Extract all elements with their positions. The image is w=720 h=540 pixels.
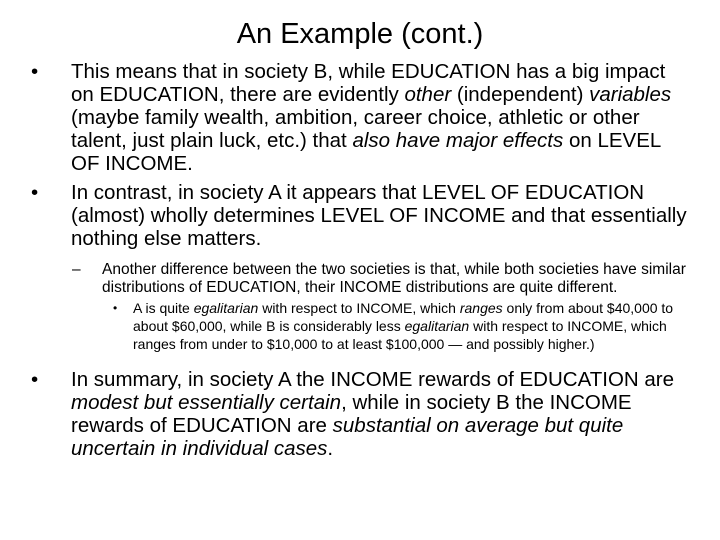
- emphasis-text: egalitarian: [193, 300, 259, 316]
- emphasis-text: ranges: [459, 300, 503, 316]
- sub-sub-bullet-item: [113, 300, 693, 353]
- bullet-item-2: [31, 181, 691, 250]
- sub-bullet-text: Another difference between the two societies is that, while both societies have similar distributions of EDUCATION, their INCOME distributions are quite different.: [102, 261, 686, 296]
- bullet-text: (independent): [451, 83, 590, 106]
- emphasis-text: variables: [589, 83, 672, 106]
- bullet-icon: •: [31, 181, 39, 204]
- bullet-icon: •: [113, 301, 118, 315]
- emphasis-text: substantial on average but quite uncertain in individual cases: [71, 414, 624, 461]
- bullet-icon: •: [31, 60, 39, 83]
- emphasis-text: modest but essentially certain: [71, 391, 342, 415]
- sub-bullet-item: [72, 261, 692, 296]
- dash-icon: –: [72, 261, 81, 278]
- emphasis-text: also have major effects: [352, 129, 564, 152]
- bullet-text: .: [327, 437, 334, 461]
- bullet-item-1: [31, 60, 691, 175]
- bullet-item-3: [31, 368, 691, 461]
- emphasis-text: egalitarian: [404, 317, 470, 334]
- sub-sub-bullet-text: only from about $40,000 to about $60,000, while B is considerably less: [133, 300, 674, 334]
- slide-title: An Example (cont.): [236, 18, 484, 50]
- bullet-text: (maybe family wealth, ambition, career choice, athletic or other talent, just plain luck, etc.) that: [71, 106, 640, 152]
- bullet-text: In contrast, in society A it appears that LEVEL OF EDUCATION (almost) wholly determines LEVEL OF INCOME and that essentially nothing else matters.: [71, 181, 687, 250]
- emphasis-text: other: [404, 83, 452, 106]
- sub-sub-bullet-text: with respect to INCOME, which: [258, 300, 460, 316]
- sub-sub-bullet-text: with respect to INCOME, which ranges from under to $10,000 to at least $100,000 — and possibly higher.): [133, 317, 667, 352]
- bullet-icon: •: [31, 368, 39, 392]
- slide-body: [0, 60, 720, 466]
- sub-sub-bullet-text: A is quite: [133, 300, 194, 316]
- bullet-text: This means that in society B, while EDUCATION has a big impact on EDUCATION, there are evidently: [71, 60, 666, 106]
- bullet-text: on LEVEL OF INCOME.: [71, 129, 661, 175]
- bullet-text: , while in society B the INCOME rewards of EDUCATION are: [71, 391, 632, 438]
- bullet-text: In summary, in society A the INCOME rewards of EDUCATION are: [71, 368, 675, 392]
